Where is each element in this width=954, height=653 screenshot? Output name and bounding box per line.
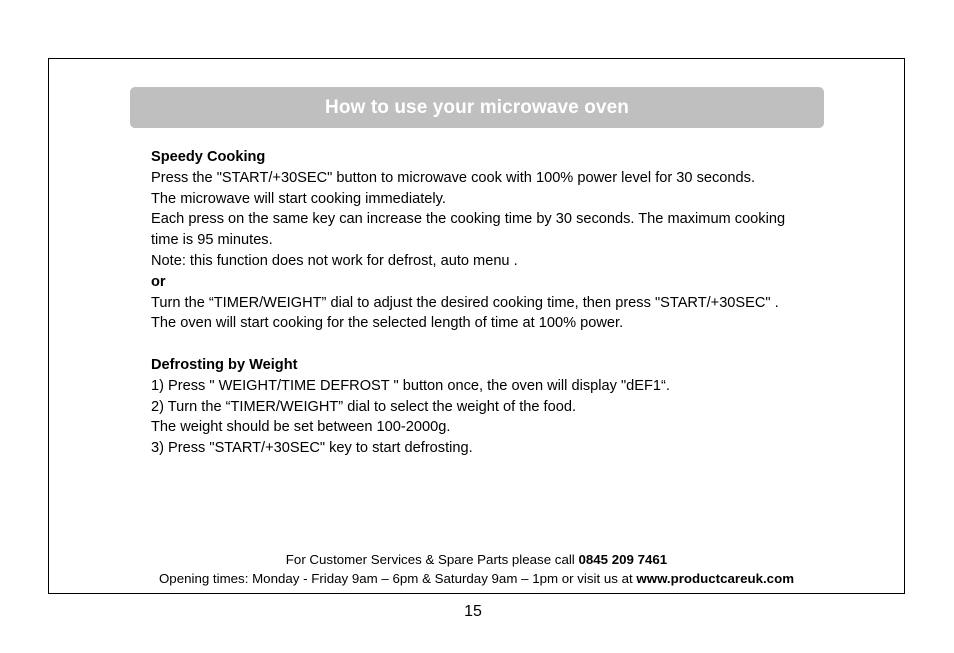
speedy-line-1: Press the "START/+30SEC" button to microwave cook with 100% power level for 30 seconds. (151, 169, 755, 186)
page-number: 15 (464, 603, 482, 620)
opening-times-text: Opening times: Monday - Friday 9am – 6pm & Saturday 9am – 1pm or visit us at (158, 571, 637, 586)
defrost-step-3: 3) Press "START/+30SEC" key to start defrosting. (151, 440, 473, 457)
website-link[interactable]: www.productcareuk.com (636, 571, 795, 586)
paragraph-gap (151, 334, 851, 355)
speedy-line-4: time is 95 minutes. (151, 232, 273, 249)
page-title: How to use your microwave oven (325, 96, 629, 118)
phone-number: 0845 209 7461 (578, 552, 668, 567)
instructions-body (151, 147, 851, 459)
or-separator: or (151, 273, 166, 290)
speedy-line-3: Each press on the same key can increase the cooking time by 30 seconds. The maximum cooking (151, 211, 786, 228)
opening-times-line (48, 571, 905, 587)
defrost-step-2: 2) Turn the “TIMER/WEIGHT” dial to select the weight of the food. (151, 398, 577, 415)
speedy-line-6: Turn the “TIMER/WEIGHT” dial to adjust the desired cooking time, then press "START/+30SEC" . (151, 294, 779, 311)
speedy-note: Note: this function does not work for defrost, auto menu . (151, 252, 518, 269)
section-banner (130, 87, 824, 128)
speedy-line-7: The oven will start cooking for the selected length of time at 100% power. (151, 315, 624, 332)
customer-services-text: For Customer Services & Spare Parts please call (285, 552, 579, 567)
speedy-cooking-heading: Speedy Cooking (151, 149, 266, 165)
defrost-heading: Defrosting by Weight (151, 356, 298, 373)
customer-services-line (48, 552, 905, 568)
defrost-step-2-note: The weight should be set between 100-2000g. (151, 419, 451, 436)
speedy-line-2: The microwave will start cooking immediately. (151, 190, 446, 207)
defrost-step-1: 1) Press " WEIGHT/TIME DEFROST " button once, the oven will display "dEF1“. (151, 377, 670, 394)
